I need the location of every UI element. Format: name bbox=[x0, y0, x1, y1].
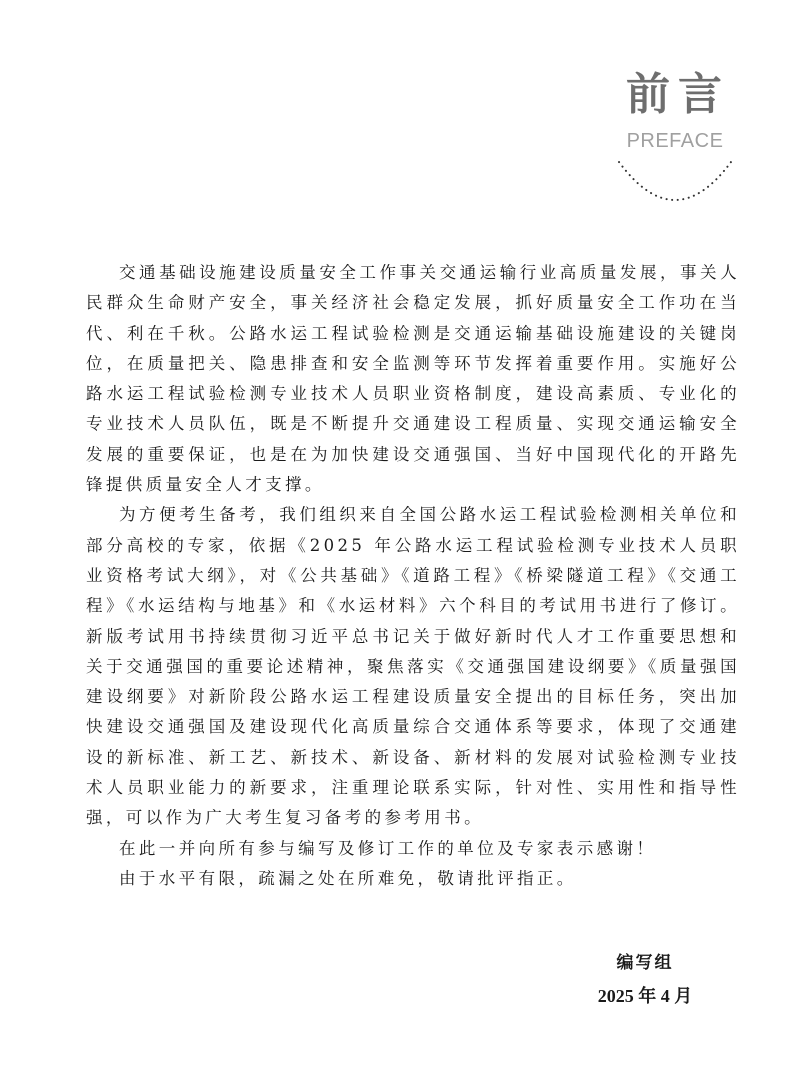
paragraph: 由于水平有限，疏漏之处在所难免，敬请批评指正。 bbox=[119, 868, 577, 888]
page-title: 前言 bbox=[626, 69, 730, 120]
signature-date: 2025 年 4 月 bbox=[597, 986, 693, 1006]
signature-author: 编写组 bbox=[616, 953, 674, 973]
paragraph: 为方便考生备考，我们组织来自全国公路水运工程试验检测相关单位和部分高校的专家，依据《2025 年公路水运工程试验检测专业技术人员职业资格考试大纲》，对《公共基础》《道路工程》《桥梁隧道工程》《交通工程》《水运结构与地基》和《水运材料》六个科目的考试用书进行了修订。新版考试用书持续贯彻习近平总书记关于做好新时代人才工作重要思想和关于交通强国的重要论述精神，聚焦落实《交通强国建设纲要》《质量强国建设纲要》对新阶段公路水运工程建设质量安全提出的目标任务，突出加快建设交通强国及建设现代化高质量综合交通体系等要求，体现了交通建设的新标准、新工艺、新技术、新设备、新材料的发展对试验检测专业技术人员职业能力的新要求，注重理论联系实际，针对性、实用性和指导性强，可以作为广大考生复习备考的参考用书。 bbox=[86, 505, 740, 828]
dotted-arc-icon bbox=[615, 158, 735, 208]
paragraph: 交通基础设施建设质量安全工作事关交通运输行业高质量发展，事关人民群众生命财产安全，事关经济社会稳定发展，抓好质量安全工作功在当代、利在千秋。公路水运工程试验检测是交通运输基础设施建设的关键岗位，在质量把关、隐患排查和安全监测等环节发挥着重要作用。实施好公路水运工程试验检测专业技术人员职业资格制度，建设高素质、专业化的专业技术人员队伍，既是不断提升交通建设工程质量、实现交通运输安全发展的重要保证，也是在为加快建设交通强国、当好中国现代化的开路先锋提供质量安全人才支撑。 bbox=[86, 263, 740, 495]
preface-header bbox=[600, 68, 750, 208]
paragraph: 在此一并向所有参与编写及修订工作的单位及专家表示感谢！ bbox=[119, 838, 657, 858]
page-subtitle: PREFACE bbox=[626, 130, 724, 152]
preface-body bbox=[86, 258, 740, 894]
